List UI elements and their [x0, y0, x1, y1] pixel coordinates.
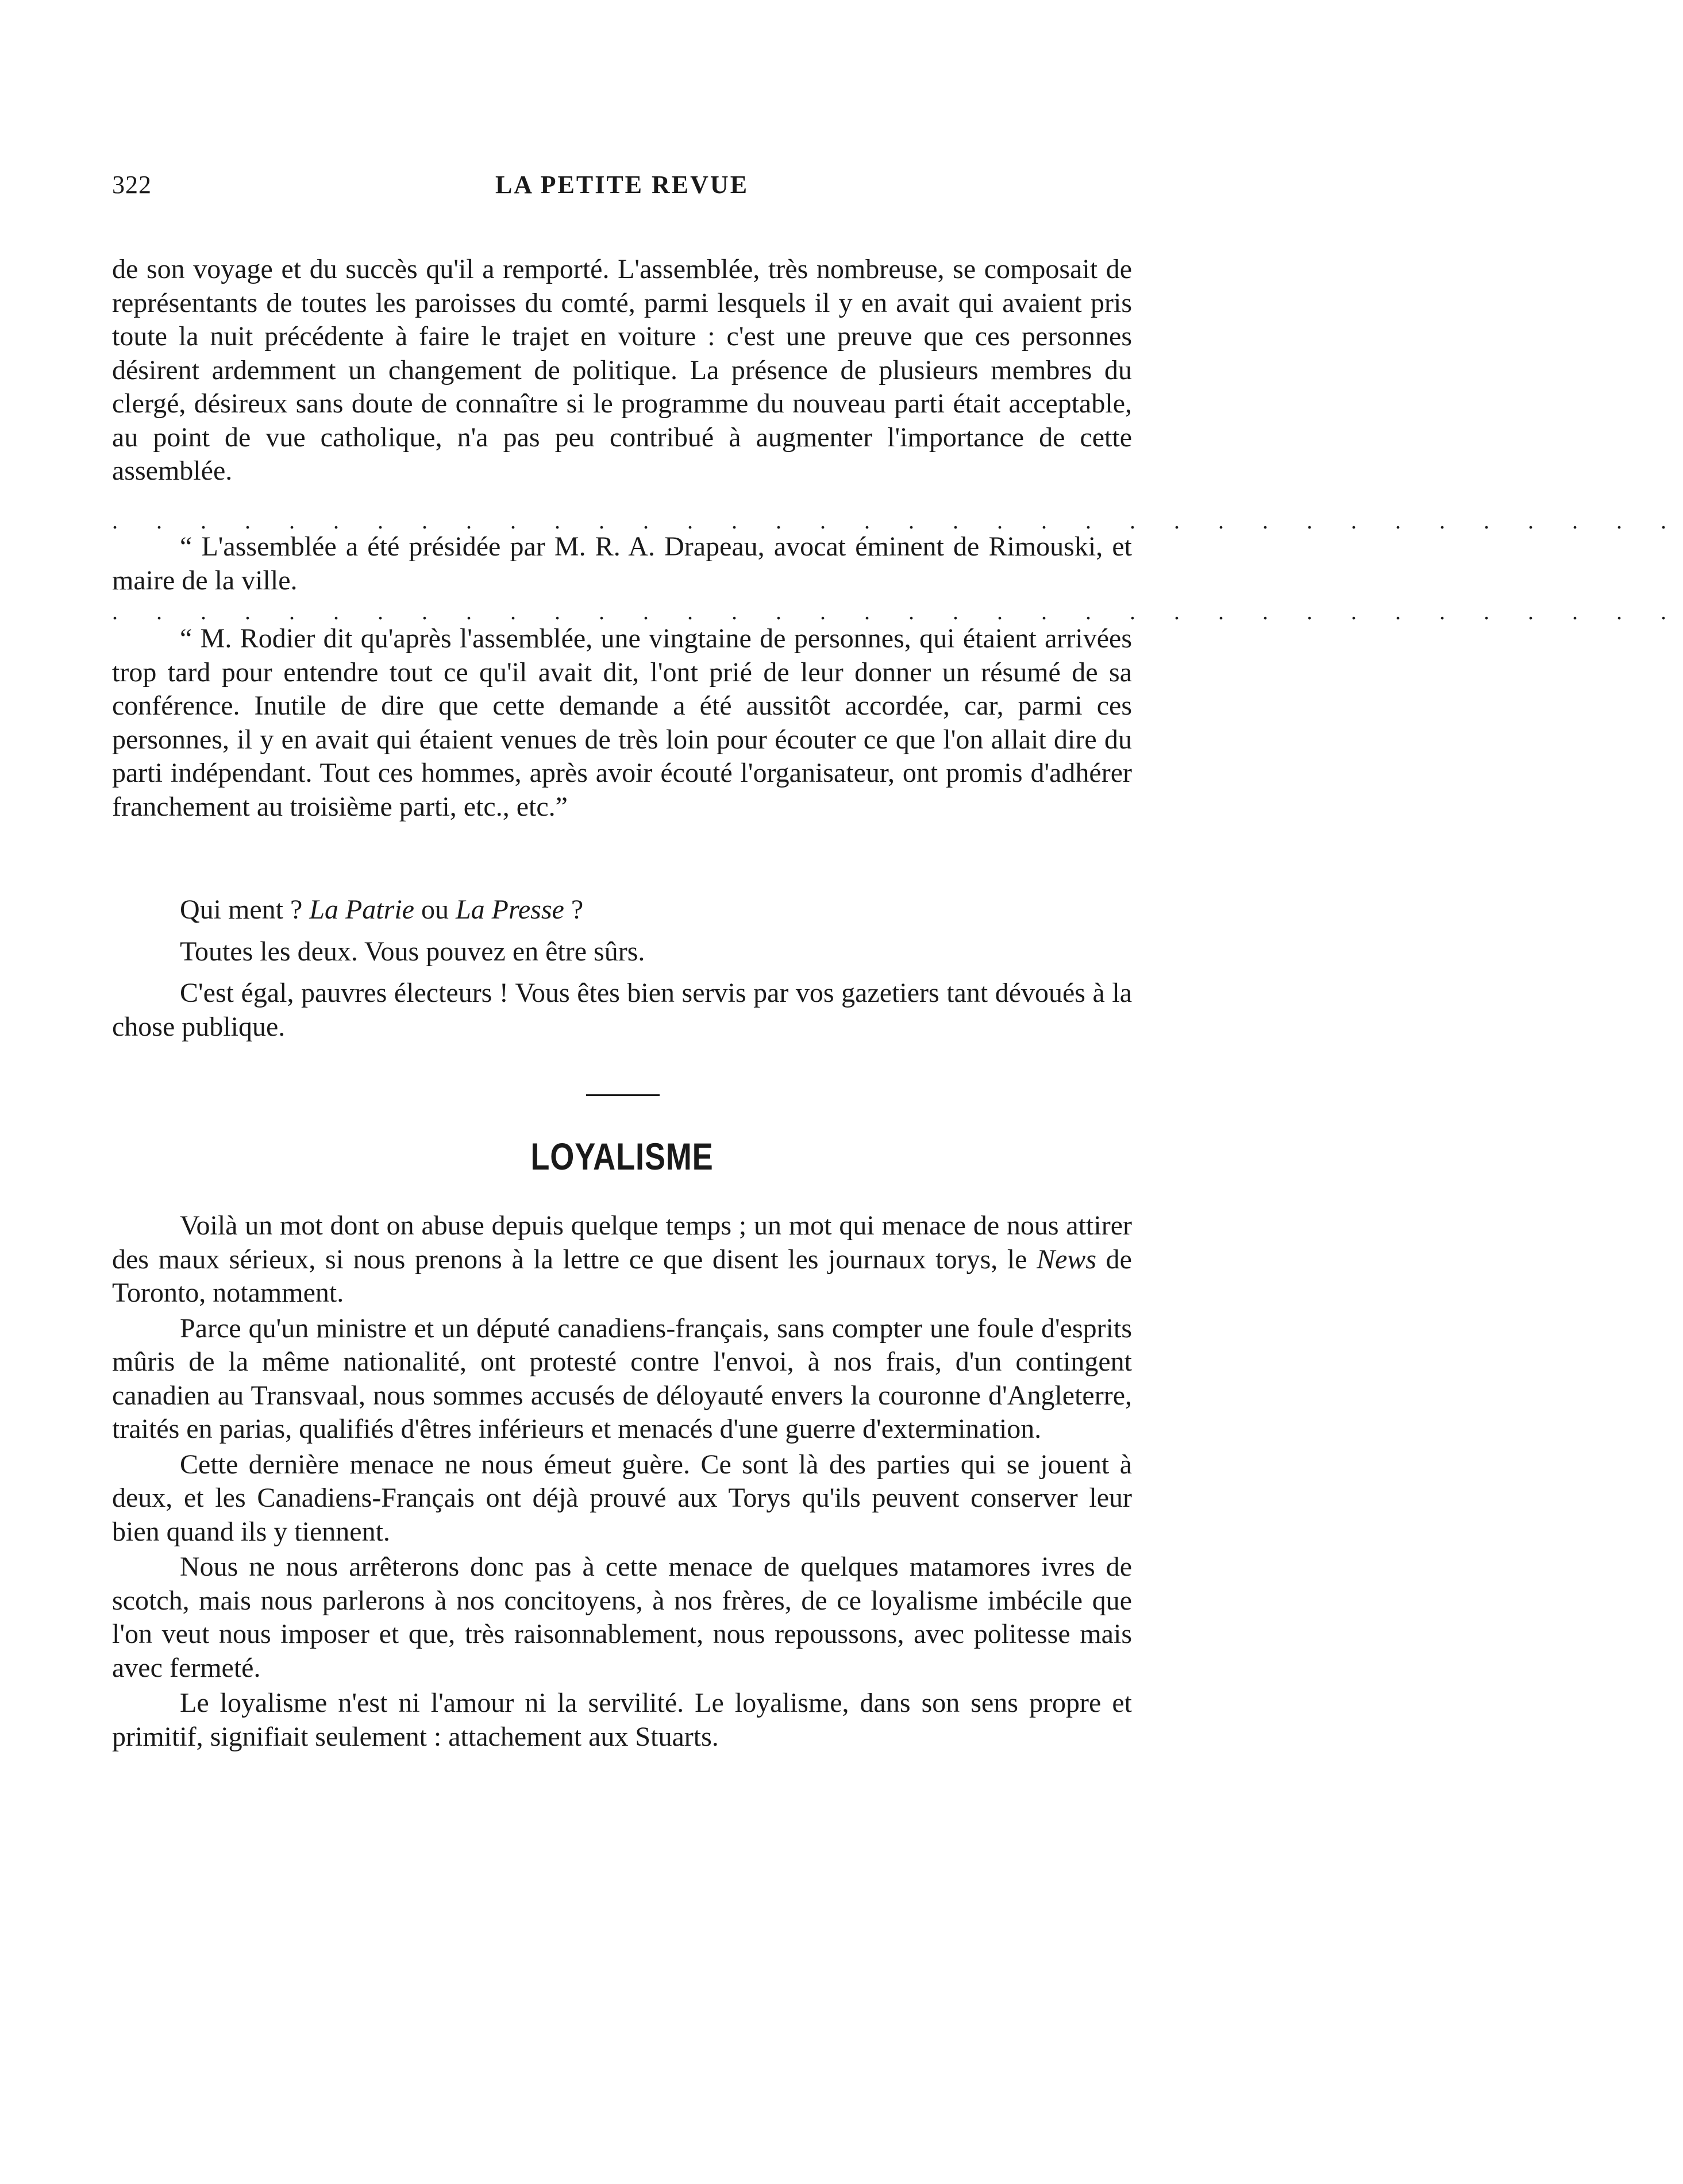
- commentary-answer: Toutes les deux. Vous pouvez en être sûrs.: [180, 936, 645, 967]
- paragraph-text: de Toronto, notamment.: [112, 1244, 1132, 1308]
- article-paragraph: Cette dernière menace ne nous émeut guère. Ce sont là des parties qui se jouent à deux, et les Canadiens-Français ont déjà prouvé aux Torys qu'ils peuvent conserver leur bien quand ils y tiennent.: [112, 1449, 1132, 1547]
- question-prefix: Qui ment ?: [180, 894, 310, 925]
- commentary-question: [112, 893, 1132, 927]
- page-number: 322: [112, 171, 152, 199]
- section-divider: [586, 1094, 660, 1096]
- article-paragraph: Nous ne nous arrêterons donc pas à cette menace de quelques matamores ivres de scotch, mais nous parlerons à nos concitoyens, à nos frères, de ce loyalisme imbécile que l'on veut nous imposer et que, très raisonnablement, nous repoussons, avec politesse mais avec fermeté.: [112, 1552, 1132, 1683]
- ellipsis-row: . . . . . . . . . . . . . . . . . . . . . . . . . . . . . . . . . . . .: [112, 508, 1683, 534]
- quote-block: [112, 622, 1132, 824]
- newspaper-title: La Patrie: [309, 894, 414, 925]
- quote-block: [112, 530, 1132, 597]
- article-paragraph: [112, 1209, 1132, 1310]
- opening-text: de son voyage et du succès qu'il a remporté. L'assemblée, très nombreuse, se composait de représentants de toutes les paroisses du comté, parmi lesquels il y en avait qui avaient pris toute la nuit précédente à faire le trajet en voiture : c'est une preuve que ces personnes désirent ardemment un changement de politique. La présence de plusieurs membres du clergé, désireux sans doute de connaître si le programme du nouveau parti était acceptable, au point de vue catholique, n'a pas peu contribué à augmenter l'importance de cette assemblée.: [112, 254, 1132, 486]
- commentary-conclusion: C'est égal, pauvres électeurs ! Vous êtes bien servis par vos gazetiers tant dévoués à la chose publique.: [112, 978, 1132, 1042]
- question-mid: ou: [414, 894, 456, 925]
- question-suffix: ?: [564, 894, 584, 925]
- ellipsis-row: . . . . . . . . . . . . . . . . . . . . . . . . . . . . . . . . . . . .: [112, 599, 1683, 624]
- opening-paragraph: [112, 253, 1132, 488]
- article-paragraph: Le loyalisme n'est ni l'amour ni la servilité. Le loyalisme, dans son sens propre et primitif, signifiait seulement : attachement aux Stuarts.: [112, 1688, 1132, 1752]
- loyalisme-article: [112, 1209, 1132, 1755]
- page-header: [112, 170, 1132, 204]
- commentary-block: [112, 893, 1132, 1052]
- newspaper-title: La Presse: [455, 894, 564, 925]
- section-title: LOYALISME: [530, 1135, 714, 1178]
- running-head: LA PETITE REVUE: [495, 171, 749, 199]
- paragraph-text: Voilà un mot dont on abuse depuis quelque temps ; un mot qui menace de nous attirer des maux sérieux, si nous prenons à la lettre ce que disent les journaux torys, le: [112, 1210, 1132, 1275]
- newspaper-title: News: [1037, 1244, 1097, 1275]
- article-paragraph: Parce qu'un ministre et un député canadiens-français, sans compter une foule d'esprits mûris de la même nationalité, ont protesté contre l'envoi, à nos frais, d'un contingent canadien au Transvaal, nous sommes accusés de déloyauté envers la couronne d'Angleterre, traités en parias, qualifiés d'êtres inférieurs et menacés d'une guerre d'extermination.: [112, 1313, 1132, 1444]
- quote-paragraph: “ L'assemblée a été présidée par M. R. A. Drapeau, avocat éminent de Rimouski, et maire de la ville.: [112, 531, 1132, 596]
- quote-paragraph: “ M. Rodier dit qu'après l'assemblée, une vingtaine de personnes, qui étaient arrivées trop tard pour entendre tout ce qu'il avait dit, l'ont prié de leur donner un résumé de sa conférence. Inutile de dire que cette demande a été aussitôt accordée, car, parmi ces personnes, il y en avait qui étaient venues de très loin pour écouter ce que l'on allait dire du parti indépendant. Tout ces hommes, après avoir écouté l'organisateur, ont promis d'adhérer franchement au troisième parti, etc., etc.”: [112, 623, 1132, 822]
